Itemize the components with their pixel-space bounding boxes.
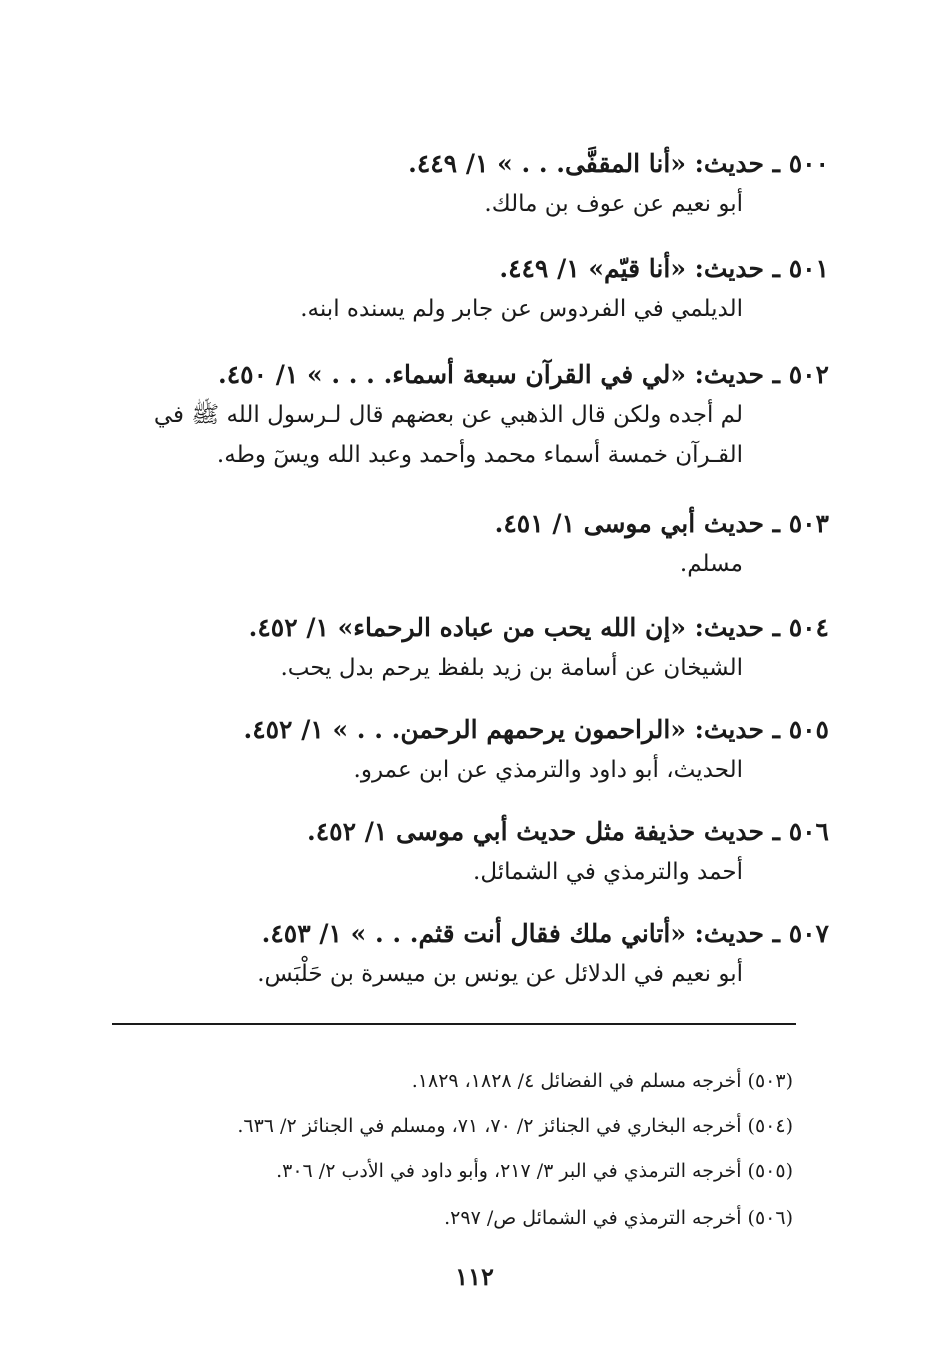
entry-heading: ٥٠٠ ـ حديث: «أنا المقفَّى. . . » ١/ ٤٤٩. (408, 149, 829, 178)
entry-heading: ٥٠٢ ـ حديث: «لي في القرآن سبعة أسماء. . . . » ١/ ٤٥٠. (218, 360, 829, 389)
entry-source: أحمد والترمذي في الشمائل. (473, 859, 743, 885)
entry-source: الحديث، أبو داود والترمذي عن ابن عمرو. (353, 757, 743, 783)
entry-source: الشيخان عن أسامة بن زيد بلفظ يرحم بدل يحب. (280, 655, 743, 681)
footnote-divider (112, 1023, 796, 1025)
hadith-entry-504 (249, 608, 829, 688)
footnote-503: (٥٠٣) أخرجه مسلم في الفضائل ٤/ ١٨٢٨، ١٨٢٩. (411, 1070, 793, 1092)
entry-heading: ٥٠٥ ـ حديث: «الراحمون يرحمهم الرحمن. . . » ١/ ٤٥٢. (243, 715, 829, 744)
hadith-entry-507 (257, 914, 829, 994)
footnote-505: (٥٠٥) أخرجه الترمذي في البر ٣/ ٢١٧، وأبو داود في الأدب ٢/ ٣٠٦. (276, 1160, 793, 1182)
entry-source: أبو نعيم في الدلائل عن يونس بن ميسرة بن حَلْبَس. (257, 961, 743, 987)
hadith-entry-505 (243, 710, 829, 790)
entry-heading: ٥٠٦ ـ حديث حذيفة مثل حديث أبي موسى ١/ ٤٥٢. (307, 817, 829, 846)
entry-source: مسلم. (679, 551, 743, 577)
entry-heading: ٥٠١ ـ حديث: «أنا قيّم» ١/ ٤٤٩. (499, 254, 829, 283)
entry-source: أبو نعيم عن عوف بن مالك. (484, 191, 743, 217)
entry-heading: ٥٠٧ ـ حديث: «أتاني ملك فقال أنت قثم. . . » ١/ ٤٥٣. (261, 919, 829, 948)
hadith-entry-503 (495, 504, 829, 584)
hadith-entry-502 (119, 355, 829, 475)
entry-source: لم أجده ولكن قال الذهبي عن بعضهم قال لـرسول الله ﷺ في القـرآن خمسة أسماء محمد وأحمد وعبد الله ويسٓ وطه. (153, 402, 743, 468)
page-number: ١١٢ (455, 1262, 494, 1291)
hadith-entry-506 (307, 812, 829, 892)
footnote-504: (٥٠٤) أخرجه البخاري في الجنائز ٢/ ٧٠، ٧١، ومسلم في الجنائز ٢/ ٦٣٦. (237, 1115, 793, 1137)
entry-heading: ٥٠٤ ـ حديث: «إن الله يحب من عباده الرحماء» ١/ ٤٥٢. (248, 613, 829, 642)
entry-heading: ٥٠٣ ـ حديث أبي موسى ١/ ٤٥١. (494, 509, 829, 538)
hadith-entry-500 (408, 144, 829, 224)
entry-source: الديلمي في الفردوس عن جابر ولم يسنده ابنه. (300, 296, 743, 322)
hadith-entry-501 (300, 249, 829, 329)
footnote-506: (٥٠٦) أخرجه الترمذي في الشمائل ص/ ٢٩٧. (444, 1207, 793, 1229)
